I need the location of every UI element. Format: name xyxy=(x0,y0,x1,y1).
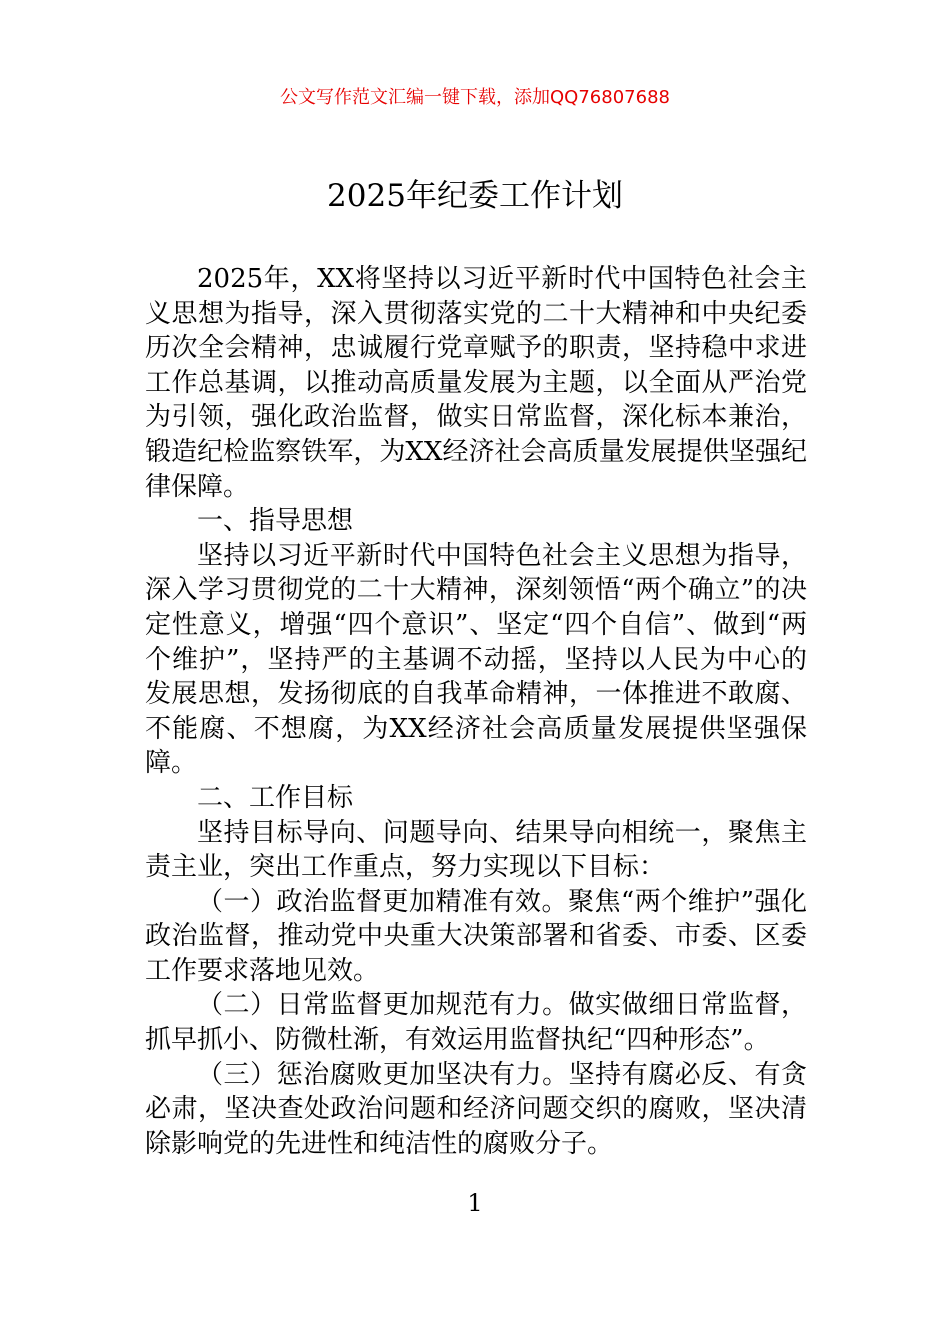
document-title: 2025年纪委工作计划 xyxy=(327,178,623,214)
download-banner: 公文写作范文汇编一键下载，添加QQ76807688 xyxy=(280,87,670,108)
goal-political-supervision: （一）政治监督更加精准有效。聚焦“两个维护”强化政治监督，推动党中央重大决策部署和省委、市委、区委工作要求落地见效。 xyxy=(145,886,807,986)
work-goals-intro-paragraph: 坚持目标导向、问题导向、结果导向相统一，聚焦主责主业，突出工作重点，努力实现以下目标： xyxy=(145,817,807,883)
goal-daily-supervision: （二）日常监督更加规范有力。做实做细日常监督，抓早抓小、防微杜渐，有效运用监督执纪“四种形态”。 xyxy=(145,990,807,1056)
section-heading-guiding-ideology: 一、指导思想 xyxy=(197,506,354,537)
document-body xyxy=(145,262,807,1161)
goal-anti-corruption: （三）惩治腐败更加坚决有力。坚持有腐必反、有贪必肃，坚决查处政治问题和经济问题交织的腐败，坚决清除影响党的先进性和纯洁性的腐败分子。 xyxy=(145,1059,807,1159)
section-heading-work-goals: 二、工作目标 xyxy=(197,782,354,813)
page-number: 1 xyxy=(467,1189,483,1217)
guiding-ideology-paragraph: 坚持以习近平新时代中国特色社会主义思想为指导，深入学习贯彻党的二十大精神，深刻领悟“两个确立”的决定性意义，增强“四个意识”、坚定“四个自信”、做到“两个维护”，坚持严的主基调不动摇，坚持以人民为中心的发展思想，发扬彻底的自我革命精神，一体推进不敢腐、不能腐、不想腐，为XX经济社会高质量发展提供坚强保障。 xyxy=(145,540,807,779)
intro-paragraph: 2025年，XX将坚持以习近平新时代中国特色社会主义思想为指导，深入贯彻落实党的二十大精神和中央纪委历次全会精神，忠诚履行党章赋予的职责，坚持稳中求进工作总基调，以推动高质量发展为主题，以全面从严治党为引领，强化政治监督，做实日常监督，深化标本兼治，锻造纪检监察铁军，为XX经济社会高质量发展提供坚强纪律保障。 xyxy=(145,264,807,502)
